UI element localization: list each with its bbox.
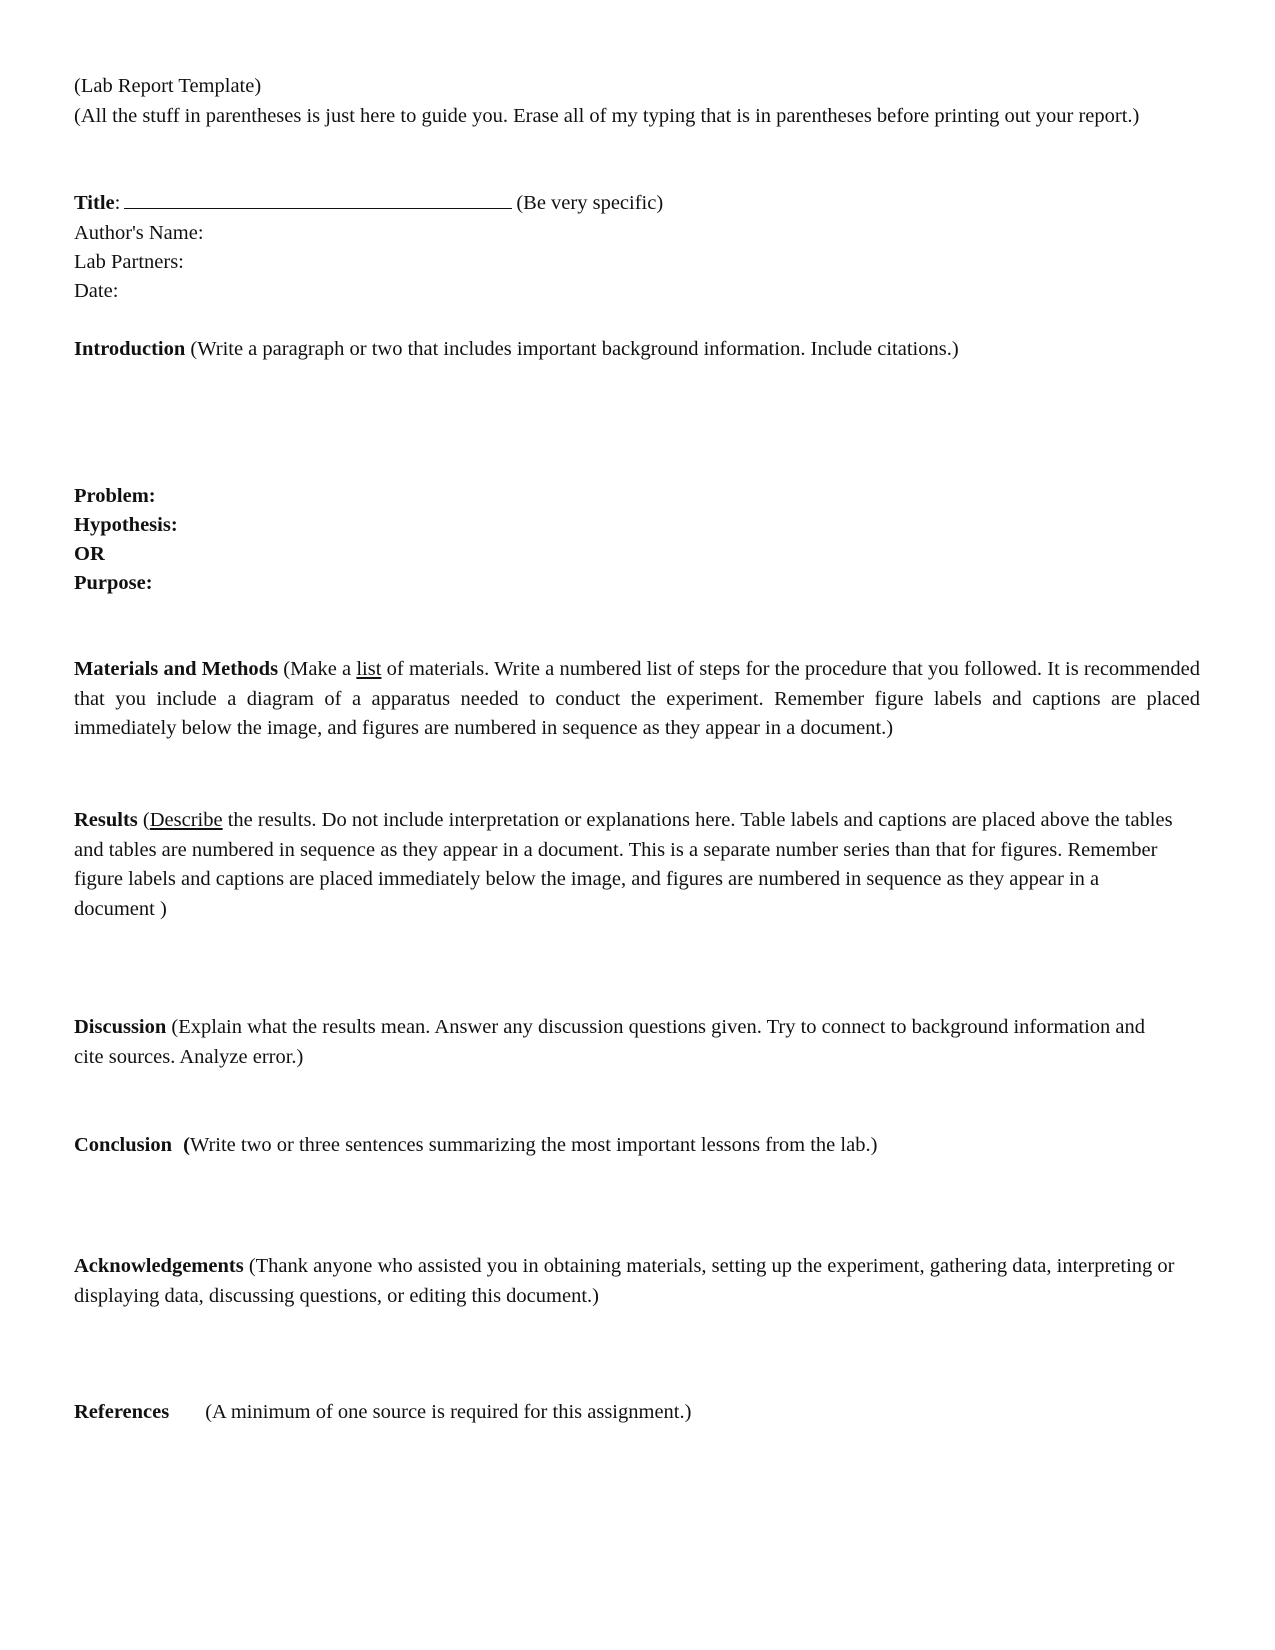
results-text-pre: ( <box>142 809 150 831</box>
results-section <box>74 806 1184 924</box>
results-text-post: the results. Do not include interpretation or explanations here. Table labels and captions are placed above the tables and tables are numbered in sequence as they appear in a document. This is a separate number series than that for figures. Remember figure labels and captions are placed immediately below the image, and figures are numbered in sequence as they appear in a document ) <box>74 809 1173 920</box>
title-line <box>74 189 1200 219</box>
conclusion-section <box>74 1131 1200 1161</box>
or-label: OR <box>74 543 105 565</box>
problem-label: Problem: <box>74 485 156 507</box>
references-section <box>74 1398 1200 1428</box>
lab-partners-label: Lab Partners: <box>74 251 184 273</box>
materials-methods-section <box>74 655 1200 744</box>
conclusion-heading: Conclusion <box>74 1134 172 1156</box>
discussion-heading: Discussion <box>74 1016 167 1038</box>
purpose-label: Purpose: <box>74 572 153 594</box>
materials-text-post: of materials. Write a numbered list of steps for the procedure that you followed. It is recommended that you include a diagram of a apparatus needed to conduct the experiment. Remember figure labels and captions are placed immediately below the image, and figures are numbered in sequence as they appear in a document.) <box>74 658 1201 739</box>
introduction-text: (Write a paragraph or two that includes important background information. Include citations.) <box>190 338 959 360</box>
results-heading: Results <box>74 809 138 831</box>
title-hint: (Be very specific) <box>516 192 664 214</box>
template-note: (Lab Report Template) <box>74 75 262 97</box>
title-label: Title <box>74 192 115 214</box>
materials-text-pre: (Make a <box>283 658 352 680</box>
references-heading: References <box>74 1401 170 1423</box>
references-text: (A minimum of one source is required for this assignment.) <box>205 1401 692 1423</box>
date-label: Date: <box>74 280 119 302</box>
title-colon: : <box>114 192 121 214</box>
conclusion-text: Write two or three sentences summarizing the most important lessons from the lab.) <box>189 1134 878 1156</box>
discussion-text: (Explain what the results mean. Answer any discussion questions given. Try to connect to background information and cite sources. Analyze error.) <box>74 1016 1145 1068</box>
title-blank-line <box>124 190 512 209</box>
introduction-heading: Introduction <box>74 338 186 360</box>
acknowledgements-heading: Acknowledgements <box>74 1255 244 1277</box>
guide-note: (All the stuff in parentheses is just here to guide you. Erase all of my typing that is in parentheses before printing out your report.) <box>74 105 1140 127</box>
acknowledgements-text: (Thank anyone who assisted you in obtaining materials, setting up the experiment, gathering data, interpreting or displaying data, discussing questions, or editing this document.) <box>74 1255 1175 1307</box>
introduction-section <box>74 335 1200 365</box>
hypothesis-label: Hypothesis: <box>74 514 178 536</box>
conclusion-open-paren: ( <box>183 1134 190 1156</box>
discussion-section <box>74 1013 1154 1072</box>
materials-list-word: list <box>356 658 382 680</box>
acknowledgements-section <box>74 1252 1194 1311</box>
results-describe-word: Describe <box>149 809 223 831</box>
materials-methods-heading: Materials and Methods <box>74 658 279 680</box>
author-name-label: Author's Name: <box>74 222 204 244</box>
